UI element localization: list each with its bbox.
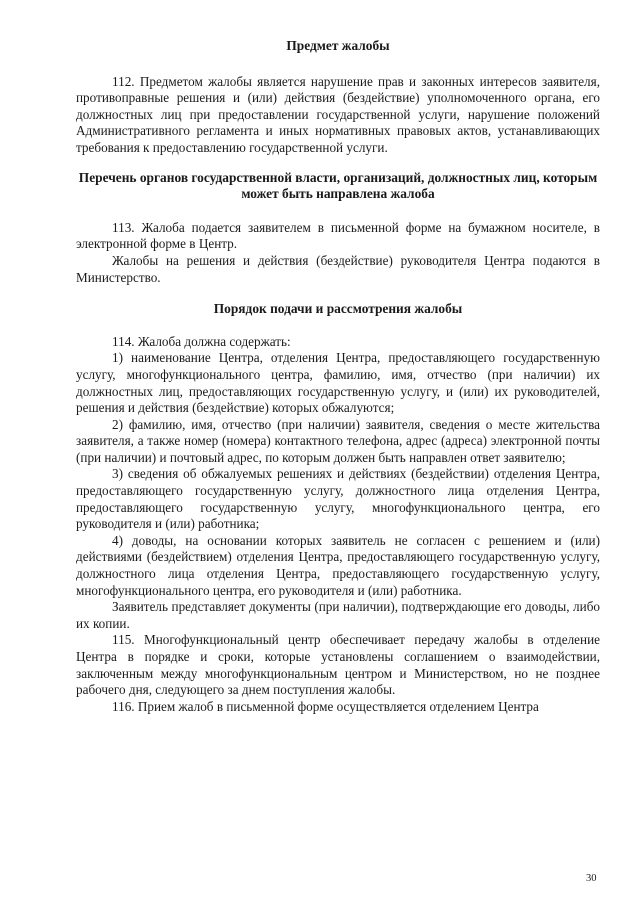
- paragraph-documents: Заявитель представляет документы (при наличии), подтверждающие его доводы, либо их копии.: [76, 599, 600, 631]
- paragraph-112: 112. Предметом жалобы является нарушение прав и законных интересов заявителя, противоправные решения и (или) действия (бездействие) уполномоченного органа, его должностных лиц при предоставлении государственной услуги, нарушение положений Административного регламента и иных нормативных правовых актов, устанавливающих требования к предоставлению государственной услуги.: [76, 73, 600, 155]
- paragraph-113: 113. Жалоба подается заявителем в письменной форме на бумажном носителе, в электронной форме в Центр.: [76, 219, 600, 252]
- section-heading-subject: Предмет жалобы: [286, 38, 390, 53]
- list-item-1: 1) наименование Центра, отделения Центра, предоставляющего государственную услугу, многофункционального центра, фамилию, имя, отчество (при наличии) их должностных лиц, предоставляющих государственную услугу, и (или) их руководителей, решения и действия (бездействие) которых обжалуются;: [76, 350, 600, 416]
- section-heading-procedure: Порядок подачи и рассмотрения жалобы: [213, 301, 463, 317]
- paragraph-116: 116. Прием жалоб в письменной форме осуществляется отделением Центра: [112, 698, 539, 714]
- paragraph-114: 114. Жалоба должна содержать:: [112, 333, 291, 349]
- paragraph-115: 115. Многофункциональный центр обеспечивает передачу жалобы в отделение Центра в порядке и сроки, которые установлены соглашением о взаимодействии, заключенным между многофункциональным центром и Министерством, но не позднее рабочего дня, следующего за днем поступления жалобы.: [76, 632, 600, 698]
- list-item-3: 3) сведения об обжалуемых решениях и действиях (бездействии) отделения Центра, предоставляющего государственную услугу, должностного лица отделения Центра, предоставляющего государственную услугу, многофункционального центра, его руководителя и (или) работника;: [76, 466, 600, 532]
- document-body: [76, 38, 600, 715]
- section-heading-bodies-list: Перечень органов государственной власти, организаций, должностных лиц, которым может быть направлена жалоба: [78, 169, 598, 202]
- page-number: 30: [586, 873, 597, 884]
- list-item-2: 2) фамилию, имя, отчество (при наличии) заявителя, сведения о месте жительства заявителя, а также номер (номера) контактного телефона, адрес (адреса) электронной почты (при наличии) и почтовый адрес, по которым должен быть направлен ответ заявителю;: [76, 416, 600, 465]
- list-item-4: 4) доводы, на основании которых заявитель не согласен с решением и (или) действиями (бездействием) отделения Центра, предоставляющего государственную услугу, должностного лица отделения Центра, предоставляющего государственную услугу, многофункционального центра, его руководителя и (или) работника.: [76, 532, 600, 598]
- paragraph-113-director: Жалобы на решения и действия (бездействие) руководителя Центра подаются в Министерство.: [76, 252, 600, 285]
